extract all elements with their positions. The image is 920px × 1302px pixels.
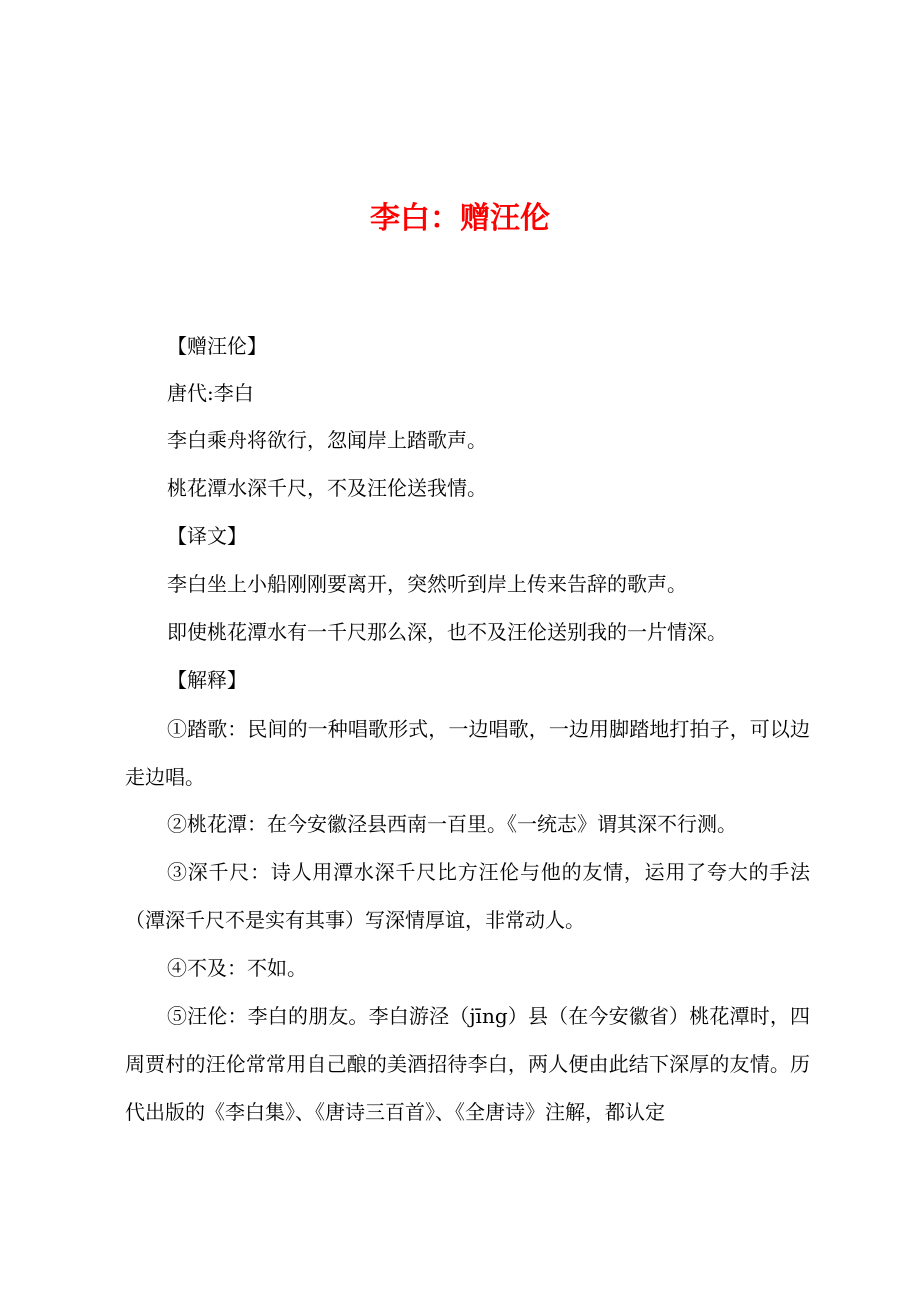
poem-heading: 【赠汪伦】 (167, 334, 267, 358)
translation-line-2: 即使桃花潭水有一千尺那么深，也不及汪伦送别我的一片情深。 (167, 620, 727, 644)
note-3: ③深千尺：诗人用潭水深千尺比方汪伦与他的友情，运用了夸大的手法（潭深千尺不是实有其事）写深情厚谊，非常动人。 (125, 860, 810, 932)
poem-line-2: 桃花潭水深千尺，不及汪伦送我情。 (167, 476, 487, 500)
note-1: ①踏歌：民间的一种唱歌形式，一边唱歌，一边用脚踏地打拍子，可以边走边唱。 (125, 717, 810, 789)
note-4: ④不及：不如。 (167, 956, 307, 980)
note-2: ②桃花潭：在今安徽泾县西南一百里。《一统志》谓其深不行测。 (167, 812, 737, 836)
poem-line-1: 李白乘舟将欲行，忽闻岸上踏歌声。 (167, 428, 487, 452)
poem-author: 唐代:李白 (167, 381, 254, 405)
note-5: ⑤汪伦：李白的朋友。李白游泾（jīng）县（在今安徽省）桃花潭时，四周贾村的汪伦常常用自己酿的美酒招待李白，两人便由此结下深厚的友情。历代出版的《李白集》、《唐诗三百首》、《全唐诗》注解，都认定 (125, 1004, 810, 1124)
document-title: 李白：赠汪伦 (370, 201, 550, 236)
translation-heading: 【译文】 (167, 524, 247, 548)
translation-line-1: 李白坐上小船刚刚要离开，突然听到岸上传来告辞的歌声。 (167, 572, 687, 596)
notes-heading: 【解释】 (167, 668, 247, 692)
